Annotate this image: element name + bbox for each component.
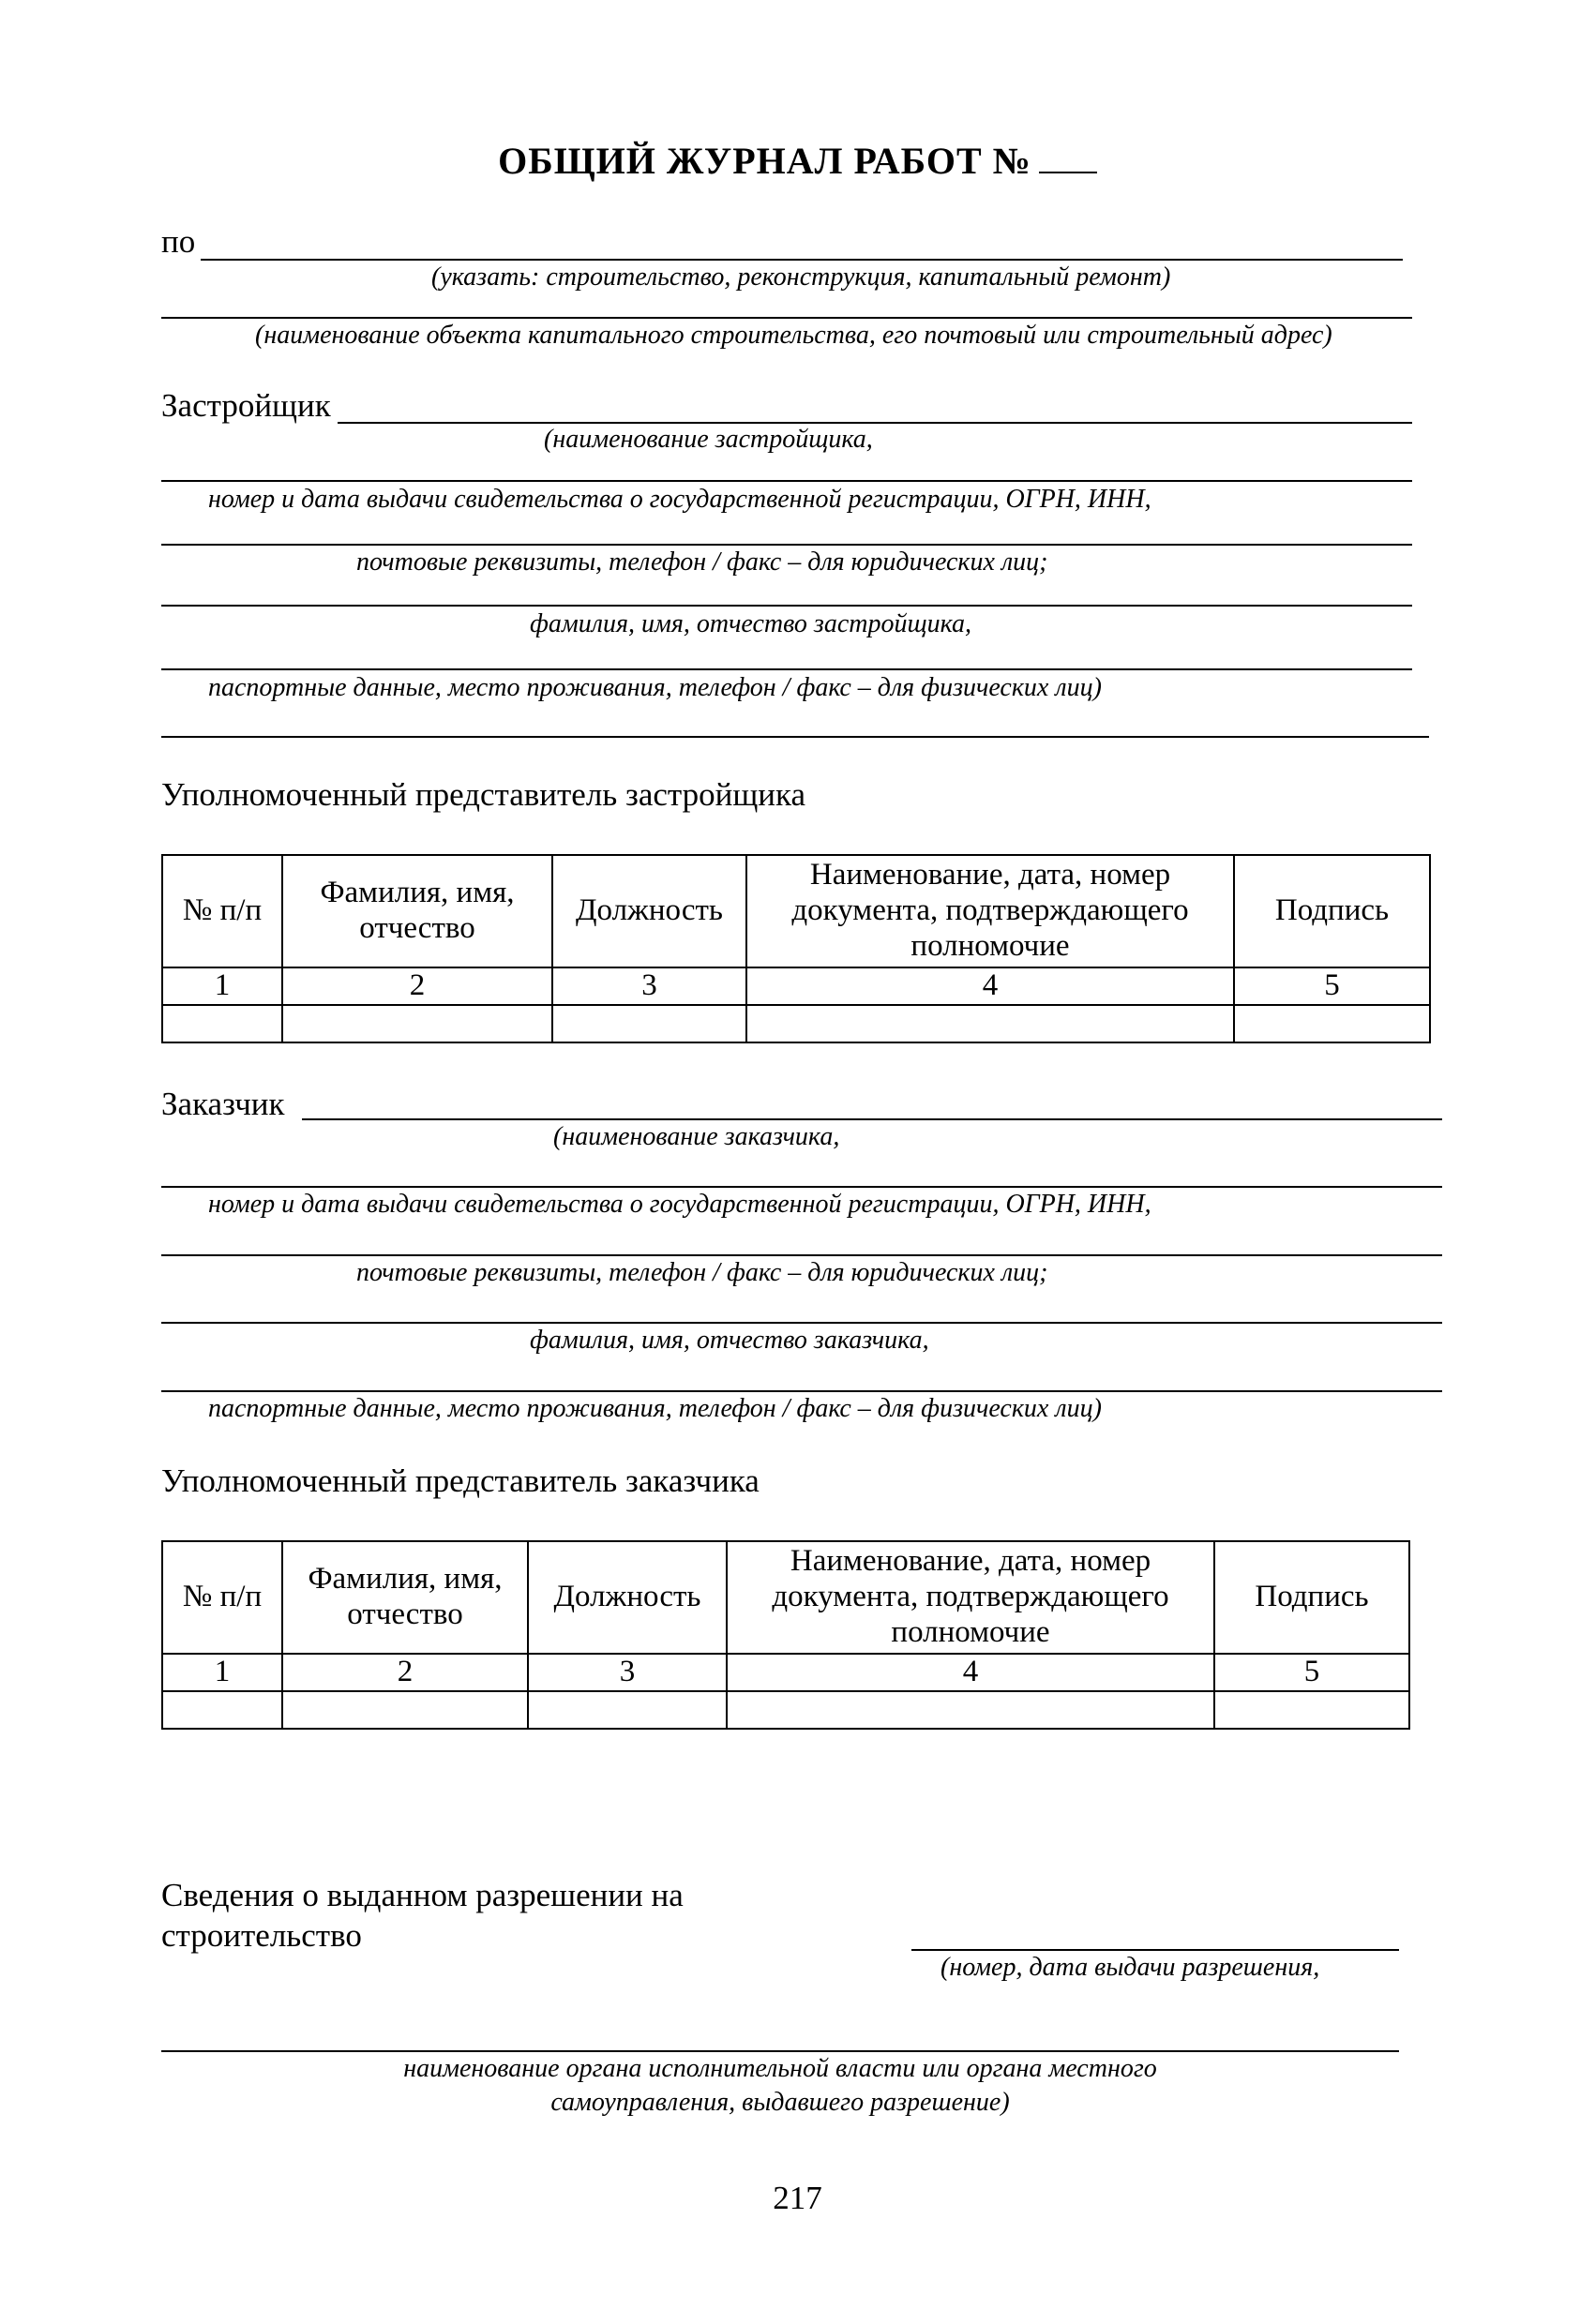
developer-passport-field[interactable]	[161, 668, 1412, 670]
hint-object-name: (наименование объекта капитального строительства, его почтовый или строительный адрес)	[255, 321, 1332, 350]
table-number-row	[162, 967, 1430, 1005]
customer-rep-heading: Уполномоченный представитель заказчика	[161, 1462, 760, 1499]
table-cell[interactable]	[746, 1005, 1234, 1042]
table-cell[interactable]	[528, 1691, 727, 1729]
table-cell[interactable]	[552, 1005, 746, 1042]
developer-hint-name: (наименование застройщика,	[544, 425, 873, 454]
developer-rep-table	[161, 854, 1431, 1043]
column-number: 1	[162, 1654, 282, 1691]
table-cell[interactable]	[1234, 1005, 1430, 1042]
permit-hint-authority-1: наименование органа исполнительной власти или органа местного	[403, 2054, 1157, 2083]
table-cell[interactable]	[162, 1005, 282, 1042]
journal-number-field[interactable]	[1039, 140, 1097, 173]
customer-rep-table	[161, 1540, 1410, 1730]
header-cell: Подпись	[1234, 855, 1430, 967]
hint-work-type: (указать: строительство, реконструкция, капитальный ремонт)	[431, 262, 1171, 292]
developer-label: Застройщик	[161, 387, 331, 424]
header-cell: Наименование, дата, номер документа, подтверждающего полномочие	[727, 1541, 1214, 1654]
developer-rep-heading: Уполномоченный представитель застройщика	[161, 776, 806, 813]
column-number: 1	[162, 967, 282, 1005]
developer-registration-field[interactable]	[161, 480, 1412, 482]
developer-hint-fullname: фамилия, имя, отчество застройщика,	[530, 609, 972, 638]
permit-number-field[interactable]	[911, 1949, 1399, 1951]
table-number-row	[162, 1654, 1409, 1691]
header-cell: № п/п	[162, 855, 282, 967]
customer-hint-registration: номер и дата выдачи свидетельства о государственной регистрации, ОГРН, ИНН,	[208, 1190, 1151, 1219]
column-number: 5	[1214, 1654, 1409, 1691]
permit-authority-field[interactable]	[161, 2050, 1399, 2052]
column-number: 3	[552, 967, 746, 1005]
table-cell[interactable]	[727, 1691, 1214, 1729]
customer-registration-field[interactable]	[161, 1186, 1442, 1188]
developer-name-field[interactable]	[338, 422, 1412, 424]
developer-hint-postal: почтовые реквизиты, телефон / факс – для юридических лиц;	[356, 547, 1048, 577]
table-row	[162, 1691, 1409, 1729]
object-name-field[interactable]	[161, 317, 1412, 319]
customer-name-field[interactable]	[302, 1118, 1442, 1120]
table-header-row	[162, 1541, 1409, 1654]
customer-postal-field[interactable]	[161, 1254, 1442, 1256]
permit-label-line1: Сведения о выданном разрешении на	[161, 1877, 684, 1913]
header-cell: Наименование, дата, номер документа, подтверждающего полномочие	[746, 855, 1234, 967]
header-cell: Фамилия, имя, отчество	[282, 855, 552, 967]
customer-hint-postal: почтовые реквизиты, телефон / факс – для юридических лиц;	[356, 1258, 1048, 1287]
table-row	[162, 1005, 1430, 1042]
developer-hint-registration: номер и дата выдачи свидетельства о государственной регистрации, ОГРН, ИНН,	[208, 485, 1151, 514]
developer-fullname-field[interactable]	[161, 605, 1412, 607]
header-cell: № п/п	[162, 1541, 282, 1654]
column-number: 4	[746, 967, 1234, 1005]
customer-hint-passport: паспортные данные, место проживания, телефон / факс – для физических лиц)	[208, 1394, 1102, 1423]
developer-hint-passport: паспортные данные, место проживания, телефон / факс – для физических лиц)	[208, 673, 1102, 702]
permit-hint-authority-2: самоуправления, выдавшего разрешение)	[550, 2088, 1010, 2117]
column-number: 4	[727, 1654, 1214, 1691]
table-header-row	[162, 855, 1430, 967]
po-label: по	[161, 223, 196, 260]
header-cell: Фамилия, имя, отчество	[282, 1541, 528, 1654]
page-title-text: ОБЩИЙ ЖУРНАЛ РАБОТ №	[498, 140, 1031, 182]
table-cell[interactable]	[1214, 1691, 1409, 1729]
developer-postal-field[interactable]	[161, 544, 1412, 546]
customer-label: Заказчик	[161, 1086, 285, 1122]
column-number: 5	[1234, 967, 1430, 1005]
permit-label-line2: строительство	[161, 1917, 362, 1954]
work-type-field[interactable]	[201, 259, 1403, 261]
page-number: 217	[773, 2180, 822, 2216]
column-number: 2	[282, 1654, 528, 1691]
header-cell: Подпись	[1214, 1541, 1409, 1654]
permit-hint-number: (номер, дата выдачи разрешения,	[940, 1953, 1320, 1982]
developer-extra-field[interactable]	[161, 736, 1429, 738]
customer-hint-name: (наименование заказчика,	[553, 1122, 840, 1151]
table-cell[interactable]	[162, 1691, 282, 1729]
customer-passport-field[interactable]	[161, 1390, 1442, 1392]
table-cell[interactable]	[282, 1691, 528, 1729]
header-cell: Должность	[552, 855, 746, 967]
table-cell[interactable]	[282, 1005, 552, 1042]
column-number: 2	[282, 967, 552, 1005]
page-title	[0, 139, 1595, 183]
customer-fullname-field[interactable]	[161, 1322, 1442, 1324]
customer-hint-fullname: фамилия, имя, отчество заказчика,	[530, 1326, 929, 1355]
column-number: 3	[528, 1654, 727, 1691]
header-cell: Должность	[528, 1541, 727, 1654]
